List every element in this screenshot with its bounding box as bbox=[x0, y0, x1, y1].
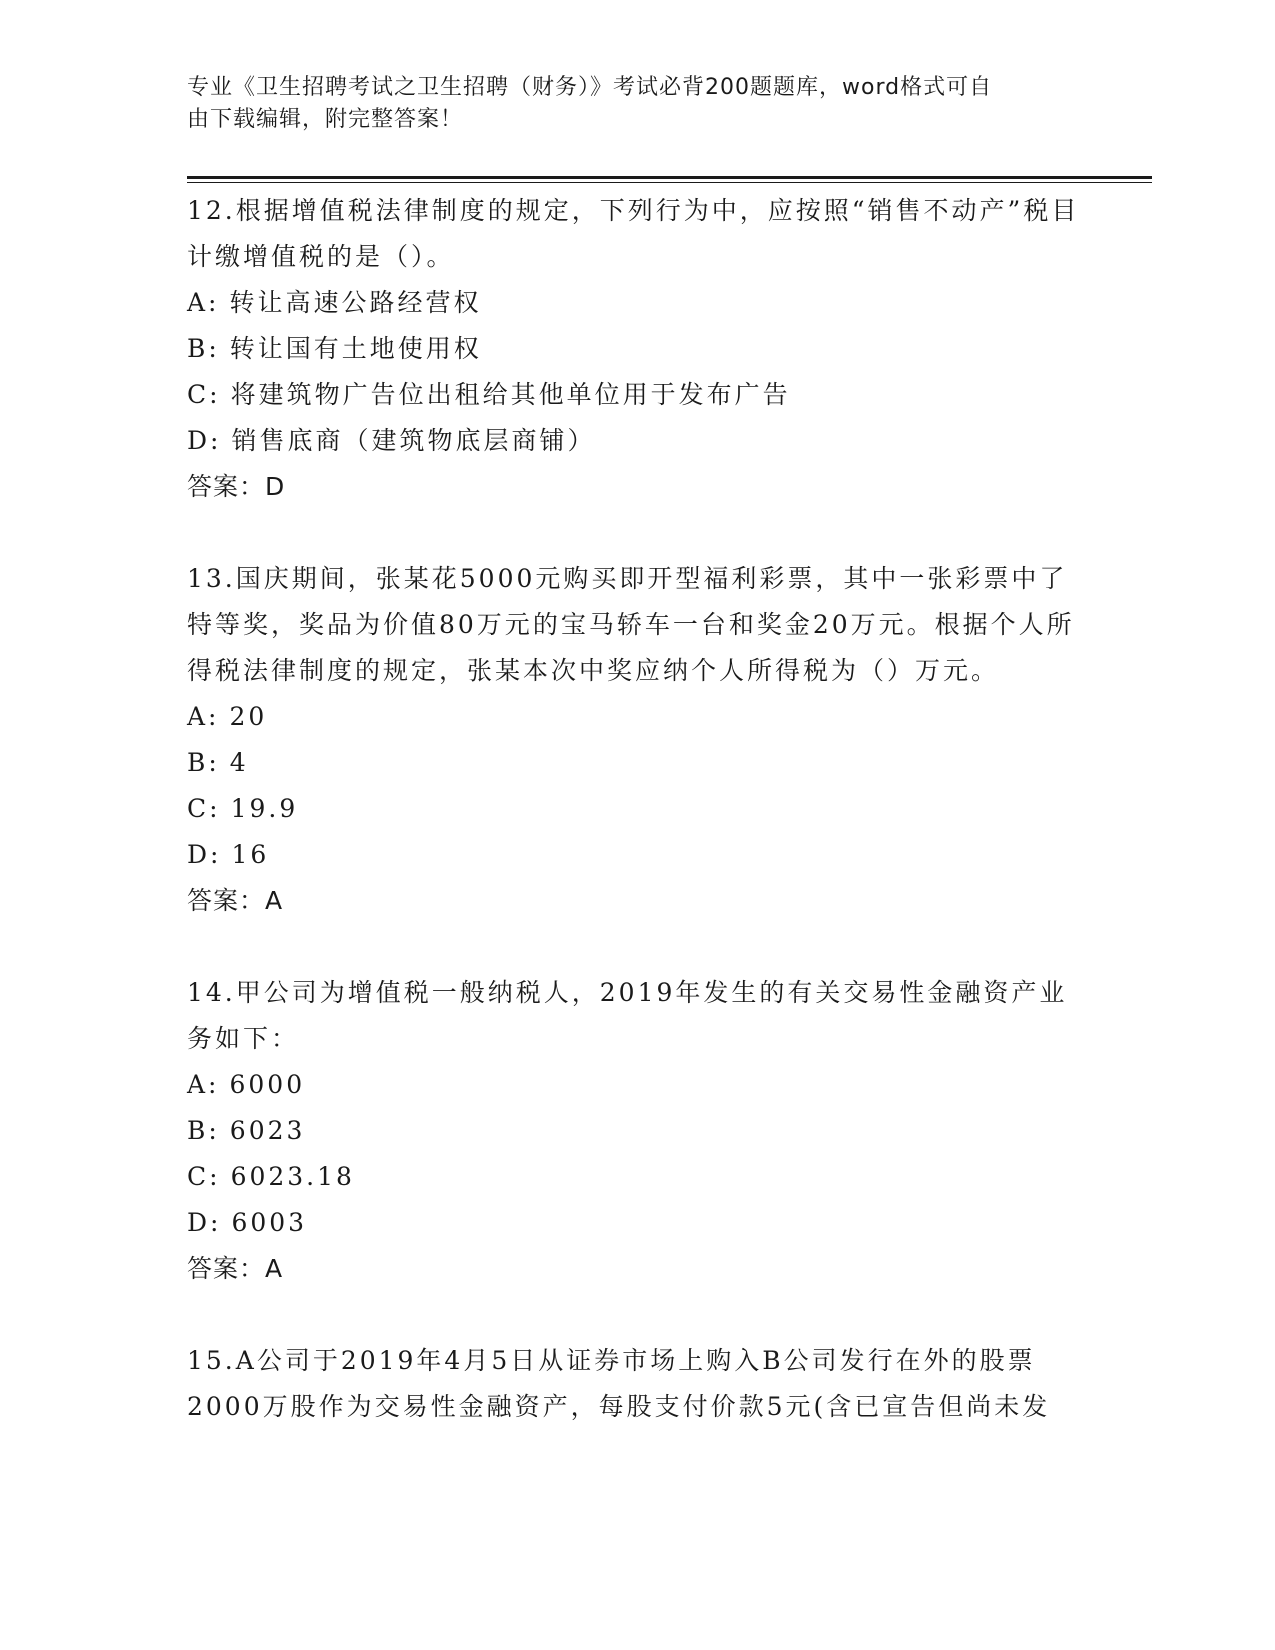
question-list bbox=[187, 188, 1087, 1476]
option-c bbox=[187, 786, 1087, 832]
option-c bbox=[187, 1154, 1087, 1200]
option-text: 6000 bbox=[229, 1070, 306, 1099]
option-b bbox=[187, 740, 1087, 786]
answer-line: 答案：A bbox=[187, 1254, 284, 1283]
answer-line: 答案：A bbox=[187, 886, 284, 915]
option-text: 6023 bbox=[229, 1116, 306, 1145]
option-a bbox=[187, 1062, 1087, 1108]
question-stem: 13.国庆期间，张某花5000元购买即开型福利彩票，其中一张彩票中了特等奖，奖品为价值80万元的宝马轿车一台和奖金20万元。根据个人所得税法律制度的规定，张某本次中奖应纳个人所得税为（）万元。 bbox=[187, 564, 1075, 685]
option-key: B: bbox=[187, 1116, 220, 1145]
question-15 bbox=[187, 1338, 1087, 1430]
document-header bbox=[187, 72, 1067, 136]
header-line-1: 专业《卫生招聘考试之卫生招聘（财务）》考试必背200题题库，word格式可自 bbox=[187, 75, 993, 100]
option-key: D: bbox=[187, 840, 222, 869]
option-d bbox=[187, 832, 1087, 878]
answer-line: 答案：D bbox=[187, 472, 286, 501]
option-text: 转让高速公路经营权 bbox=[229, 288, 482, 317]
option-text: 20 bbox=[229, 702, 268, 731]
option-d bbox=[187, 418, 1087, 464]
option-key: A: bbox=[187, 1070, 220, 1099]
question-stem: 15.A公司于2019年4月5日从证券市场上购入B公司发行在外的股票2000万股作为交易性金融资产，每股支付价款5元(含已宣告但尚未发 bbox=[187, 1346, 1051, 1421]
option-c bbox=[187, 372, 1087, 418]
option-key: B: bbox=[187, 334, 220, 363]
option-b bbox=[187, 1108, 1087, 1154]
option-key: C: bbox=[187, 380, 221, 409]
option-key: A: bbox=[187, 702, 220, 731]
option-text: 6003 bbox=[231, 1208, 308, 1237]
question-stem: 14.甲公司为增值税一般纳税人，2019年发生的有关交易性金融资产业务如下： bbox=[187, 978, 1068, 1053]
question-14 bbox=[187, 970, 1087, 1292]
option-text: 销售底商（建筑物底层商铺） bbox=[231, 426, 596, 455]
question-stem: 12.根据增值税法律制度的规定，下列行为中，应按照“销售不动产”税目计缴增值税的是（）。 bbox=[187, 196, 1080, 271]
option-a bbox=[187, 280, 1087, 326]
option-text: 19.9 bbox=[230, 794, 299, 823]
option-text: 4 bbox=[229, 748, 249, 777]
option-key: C: bbox=[187, 1162, 221, 1191]
option-text: 6023.18 bbox=[230, 1162, 355, 1191]
option-d bbox=[187, 1200, 1087, 1246]
option-key: D: bbox=[187, 426, 222, 455]
option-text: 将建筑物广告位出租给其他单位用于发布广告 bbox=[230, 380, 791, 409]
question-13 bbox=[187, 556, 1087, 924]
option-a bbox=[187, 694, 1087, 740]
option-key: B: bbox=[187, 748, 220, 777]
option-text: 16 bbox=[231, 840, 270, 869]
option-key: A: bbox=[187, 288, 220, 317]
header-divider-thin bbox=[187, 182, 1152, 183]
option-key: D: bbox=[187, 1208, 222, 1237]
question-12 bbox=[187, 188, 1087, 510]
option-key: C: bbox=[187, 794, 221, 823]
option-text: 转让国有土地使用权 bbox=[229, 334, 482, 363]
option-b bbox=[187, 326, 1087, 372]
header-divider-thick bbox=[187, 176, 1152, 179]
header-line-2: 由下载编辑，附完整答案！ bbox=[187, 107, 464, 132]
